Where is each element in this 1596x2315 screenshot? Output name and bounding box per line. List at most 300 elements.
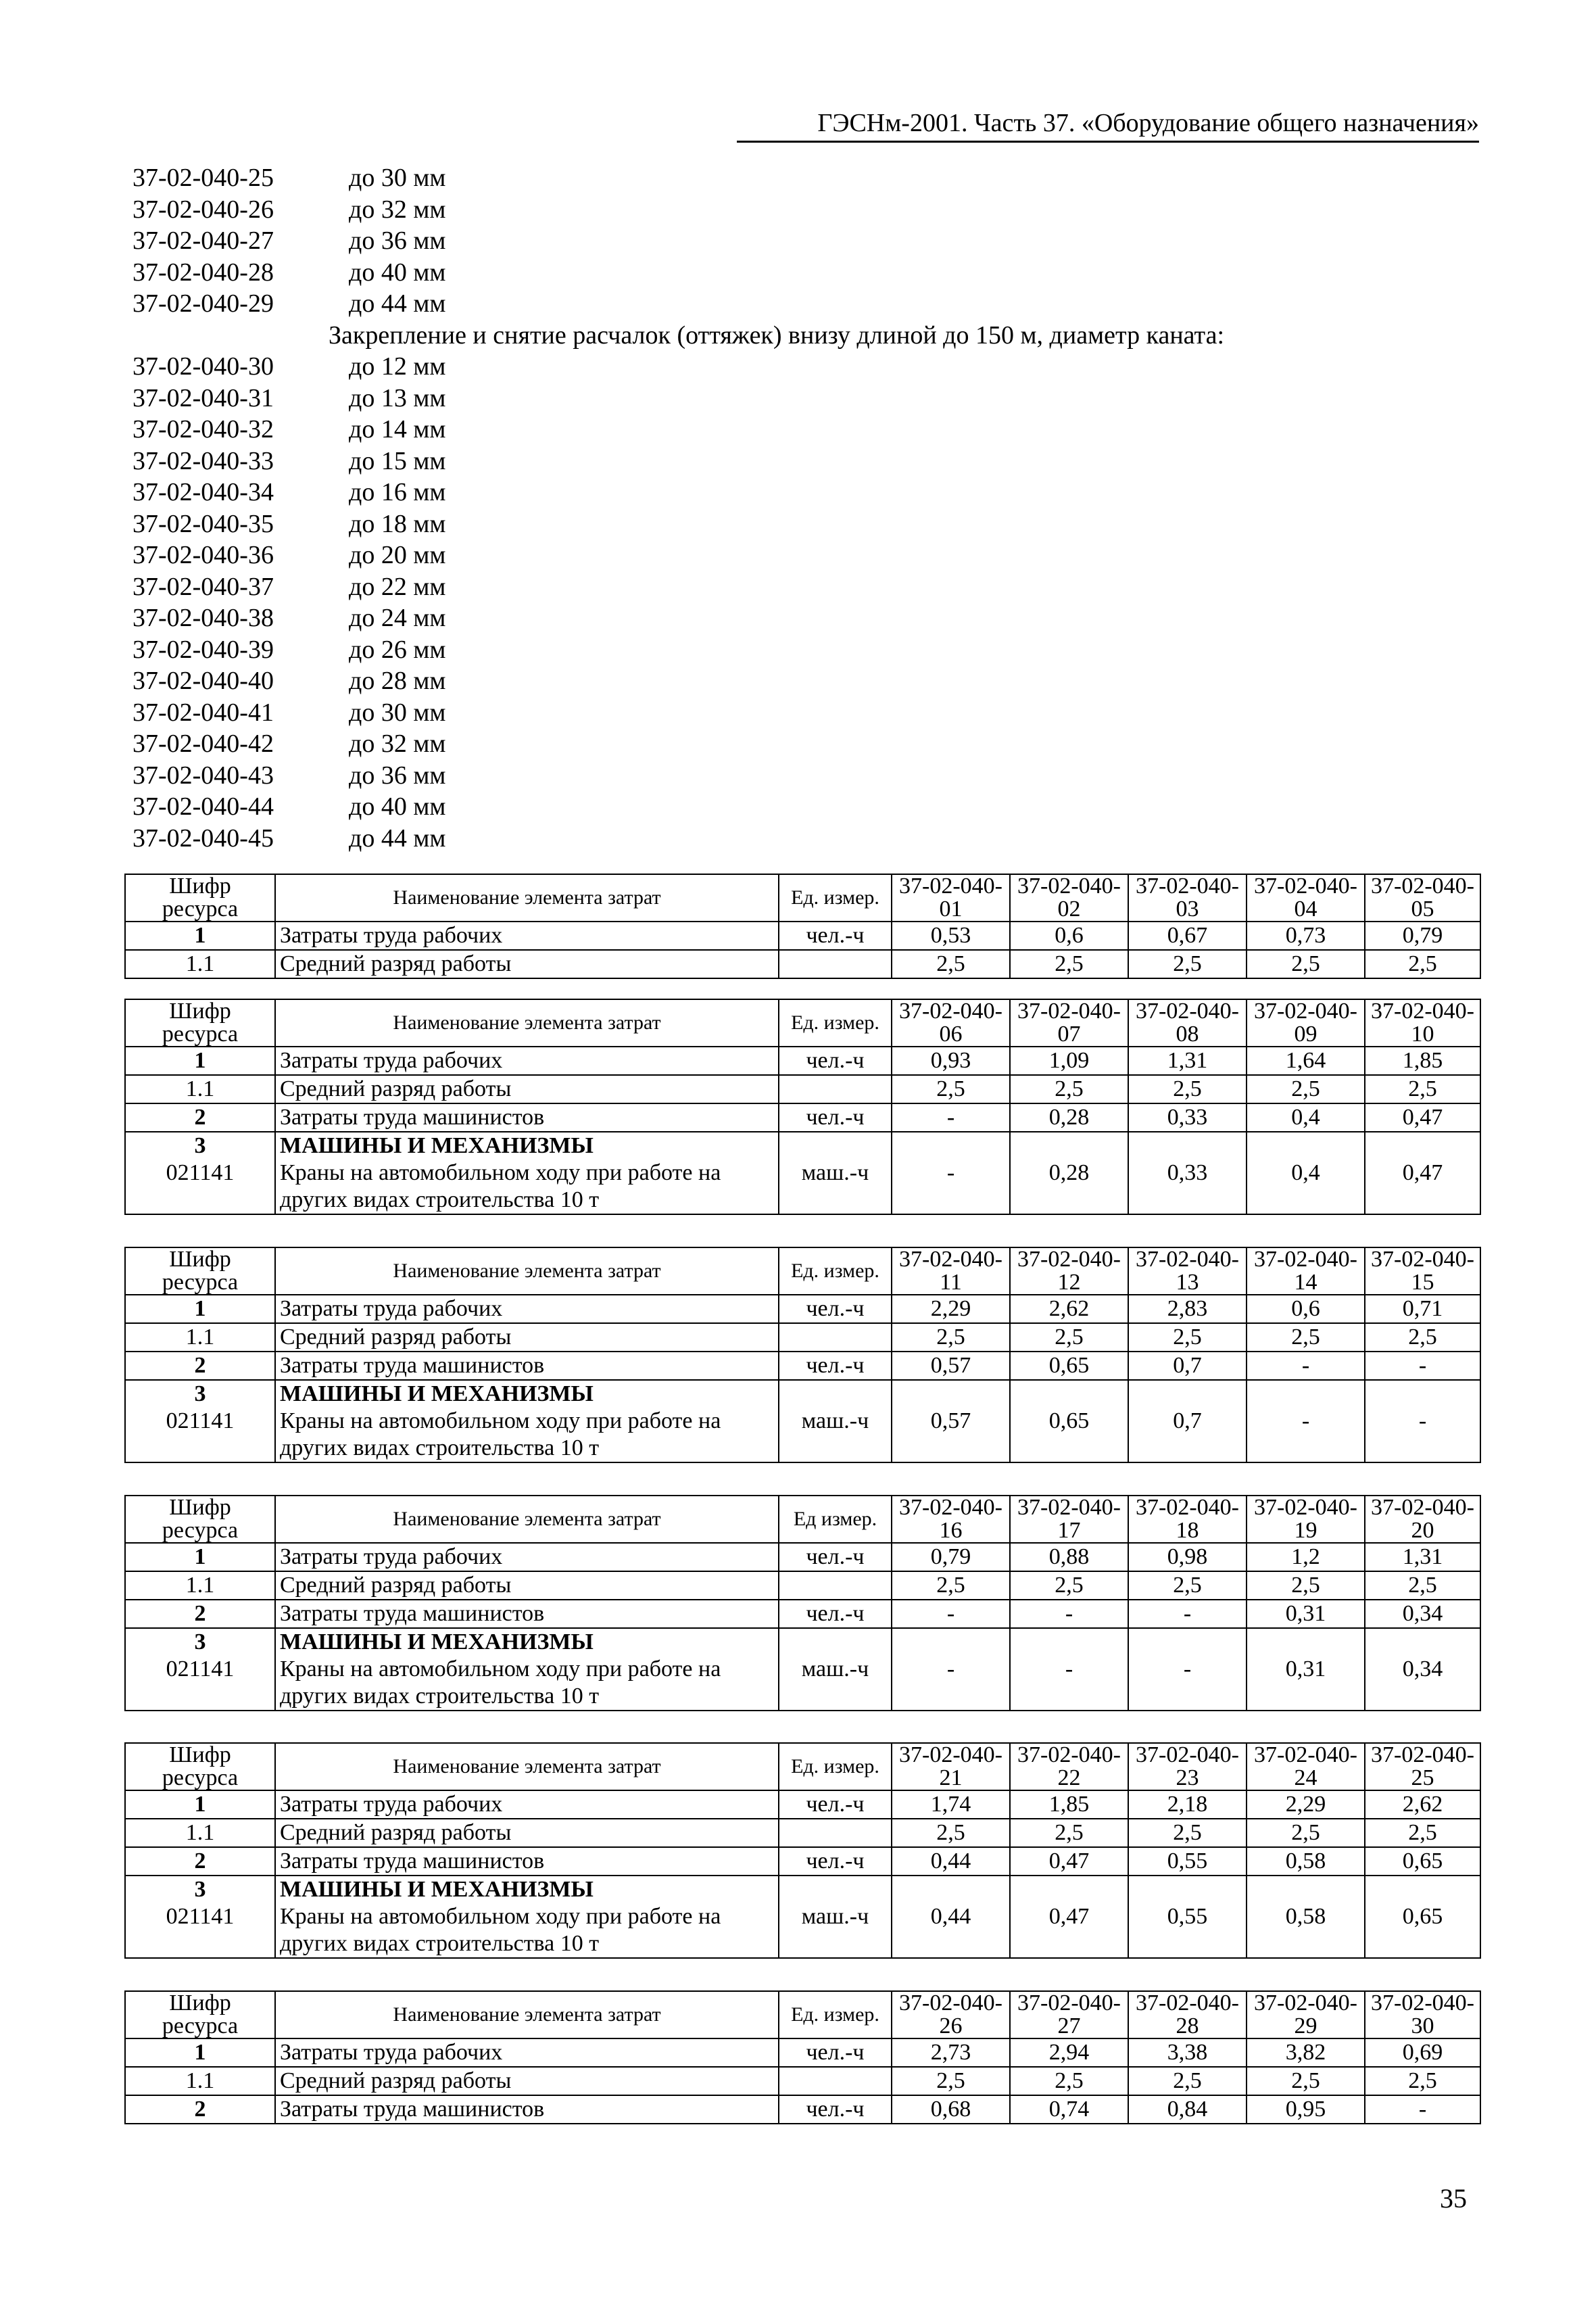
value-cell: 0,58 xyxy=(1247,1876,1365,1958)
value-cell: 2,5 xyxy=(1365,2067,1480,2095)
list-item xyxy=(132,414,1224,446)
unit-cell: чел.-ч xyxy=(779,1352,892,1380)
value-cell: 0,73 xyxy=(1247,922,1365,950)
list-item xyxy=(132,508,1224,540)
value-cell: 0,65 xyxy=(1365,1876,1480,1958)
list-item-code: 37-02-040-28 xyxy=(132,258,274,287)
value-cell: 0,4 xyxy=(1247,1103,1365,1132)
list-item-label: до 44 мм xyxy=(349,824,446,853)
value-cell: 2,5 xyxy=(892,1571,1010,1600)
value-cell: 0,55 xyxy=(1128,1847,1247,1876)
value-cell: - xyxy=(1010,1628,1128,1711)
value-cell: - xyxy=(1365,1352,1480,1380)
value-cell: 2,62 xyxy=(1010,1295,1128,1323)
header-rate-code: 37-02-040-28 xyxy=(1128,1991,1247,2038)
value-cell: 0,47 xyxy=(1010,1847,1128,1876)
value-cell: 2,5 xyxy=(1365,1075,1480,1103)
header-rate-code: 37-02-040-21 xyxy=(892,1743,1010,1790)
list-item-label: до 30 мм xyxy=(349,164,446,192)
value-cell: 0,65 xyxy=(1010,1380,1128,1462)
resource-table xyxy=(124,1495,1481,1711)
unit-cell xyxy=(779,1323,892,1352)
value-cell: 0,55 xyxy=(1128,1876,1247,1958)
value-cell: 2,5 xyxy=(1128,950,1247,978)
machine-code-cell: 021141 xyxy=(125,1408,275,1462)
cost-element-cell: Затраты труда рабочих xyxy=(275,922,779,950)
resource-code-cell: 1 xyxy=(125,922,275,950)
value-cell: 0,88 xyxy=(1010,1543,1128,1571)
cost-element-cell: Затраты труда машинистов xyxy=(275,1103,779,1132)
value-cell: 0,44 xyxy=(892,1876,1010,1958)
cost-element-cell: Затраты труда машинистов xyxy=(275,1352,779,1380)
header-rate-code: 37-02-040-10 xyxy=(1365,999,1480,1047)
resource-code-cell: 1.1 xyxy=(125,1323,275,1352)
value-cell: 0,47 xyxy=(1010,1876,1128,1958)
list-item xyxy=(132,194,1224,226)
header-rate-code: 37-02-040-20 xyxy=(1365,1496,1480,1543)
list-item-code: 37-02-040-30 xyxy=(132,352,274,381)
header-rate-code: 37-02-040-23 xyxy=(1128,1743,1247,1790)
value-cell: 0,74 xyxy=(1010,2095,1128,2124)
cost-element-cell: Затраты труда машинистов xyxy=(275,2095,779,2124)
value-cell: 0,65 xyxy=(1365,1847,1480,1876)
value-cell: 0,68 xyxy=(892,2095,1010,2124)
resource-table xyxy=(124,1990,1481,2124)
list-item xyxy=(132,791,1224,823)
machines-section-title: МАШИНЫ И МЕХАНИЗМЫ xyxy=(275,1380,779,1408)
list-item-label: до 44 мм xyxy=(349,289,446,318)
table-row xyxy=(125,1571,1480,1600)
value-cell: 2,83 xyxy=(1128,1295,1247,1323)
header-resource-code: Шифр ресурса xyxy=(125,999,275,1047)
value-cell: 0,33 xyxy=(1128,1132,1247,1214)
list-item xyxy=(132,446,1224,477)
list-item-code: 37-02-040-38 xyxy=(132,604,274,632)
value-cell: 3,82 xyxy=(1247,2038,1365,2067)
value-cell: 0,6 xyxy=(1247,1295,1365,1323)
header-rate-code: 37-02-040-07 xyxy=(1010,999,1128,1047)
value-cell: 2,5 xyxy=(1010,2067,1128,2095)
value-cell: 2,5 xyxy=(892,2067,1010,2095)
list-item xyxy=(132,225,1224,257)
table-row xyxy=(125,1847,1480,1876)
header-unit: Ед. измер. xyxy=(779,874,892,922)
cost-element-cell: Средний разряд работы xyxy=(275,1323,779,1352)
table-row xyxy=(125,922,1480,950)
table-header-row xyxy=(125,1496,1480,1543)
value-cell: 2,5 xyxy=(1365,1571,1480,1600)
header-rate-code: 37-02-040-27 xyxy=(1010,1991,1128,2038)
resource-code-cell: 1.1 xyxy=(125,1075,275,1103)
value-cell: 0,34 xyxy=(1365,1628,1480,1711)
value-cell: 0,47 xyxy=(1365,1103,1480,1132)
value-cell: - xyxy=(1128,1628,1247,1711)
value-cell: 0,93 xyxy=(892,1047,1010,1075)
unit-cell: маш.-ч xyxy=(779,1876,892,1958)
section-subheading: Закрепление и снятие расчалок (оттяжек) внизу длиной до 150 м, диаметр каната: xyxy=(329,320,1225,350)
value-cell: - xyxy=(892,1628,1010,1711)
list-item xyxy=(132,257,1224,289)
unit-cell: чел.-ч xyxy=(779,1295,892,1323)
value-cell: - xyxy=(1128,1600,1247,1628)
list-item-label: до 32 мм xyxy=(349,195,446,224)
header-rate-code: 37-02-040-18 xyxy=(1128,1496,1247,1543)
cost-element-cell: Затраты труда рабочих xyxy=(275,2038,779,2067)
resource-code-cell: 3 xyxy=(125,1380,275,1408)
unit-cell: чел.-ч xyxy=(779,1543,892,1571)
value-cell: 0,67 xyxy=(1128,922,1247,950)
cost-element-cell: Затраты труда машинистов xyxy=(275,1847,779,1876)
value-cell: 0,31 xyxy=(1247,1628,1365,1711)
list-item-code: 37-02-040-31 xyxy=(132,383,274,412)
table-header-row xyxy=(125,874,1480,922)
list-item-label: до 30 мм xyxy=(349,698,446,727)
header-rate-code: 37-02-040-13 xyxy=(1128,1247,1247,1295)
value-cell: 3,38 xyxy=(1128,2038,1247,2067)
value-cell: 2,5 xyxy=(892,1075,1010,1103)
list-item-code: 37-02-040-43 xyxy=(132,761,274,790)
unit-cell: маш.-ч xyxy=(779,1628,892,1711)
value-cell: 0,28 xyxy=(1010,1132,1128,1214)
header-rate-code: 37-02-040-02 xyxy=(1010,874,1128,922)
value-cell: - xyxy=(892,1600,1010,1628)
header-unit: Ед. измер. xyxy=(779,1743,892,1790)
table-row xyxy=(125,2067,1480,2095)
header-rate-code: 37-02-040-03 xyxy=(1128,874,1247,922)
value-cell: 0,57 xyxy=(892,1380,1010,1462)
value-cell: 2,5 xyxy=(1010,1075,1128,1103)
value-cell: 2,5 xyxy=(1247,1571,1365,1600)
resource-code-cell: 2 xyxy=(125,1600,275,1628)
value-cell: 0,33 xyxy=(1128,1103,1247,1132)
value-cell: 0,79 xyxy=(892,1543,1010,1571)
value-cell: 2,5 xyxy=(1247,950,1365,978)
list-item-label: до 24 мм xyxy=(349,604,446,632)
cost-element-cell: Средний разряд работы xyxy=(275,950,779,978)
value-cell: - xyxy=(1365,2095,1480,2124)
value-cell: 1,31 xyxy=(1365,1543,1480,1571)
resource-code-cell: 1.1 xyxy=(125,1819,275,1847)
list-item xyxy=(132,540,1224,571)
value-cell: 2,5 xyxy=(1247,2067,1365,2095)
header-unit: Ед. измер. xyxy=(779,1247,892,1295)
list-item-label: до 18 мм xyxy=(349,509,446,538)
value-cell: 2,5 xyxy=(1128,2067,1247,2095)
resource-code-cell: 1.1 xyxy=(125,1571,275,1600)
table-header-row xyxy=(125,1991,1480,2038)
cost-element-cell: Затраты труда рабочих xyxy=(275,1295,779,1323)
value-cell: 0,6 xyxy=(1010,922,1128,950)
cost-element-cell: Средний разряд работы xyxy=(275,1075,779,1103)
header-cost-element: Наименование элемента затрат xyxy=(275,1743,779,1790)
cost-element-cell: Средний разряд работы xyxy=(275,2067,779,2095)
unit-cell xyxy=(779,1571,892,1600)
value-cell: 0,65 xyxy=(1010,1352,1128,1380)
list-item-code: 37-02-040-44 xyxy=(132,792,274,821)
header-rate-code: 37-02-040-25 xyxy=(1365,1743,1480,1790)
list-item-label: до 36 мм xyxy=(349,761,446,790)
cost-element-cell: Затраты труда рабочих xyxy=(275,1543,779,1571)
table-row xyxy=(125,2095,1480,2124)
table-row xyxy=(125,1790,1480,1819)
list-item-code: 37-02-040-33 xyxy=(132,446,274,475)
value-cell: 0,84 xyxy=(1128,2095,1247,2124)
header-rate-code: 37-02-040-04 xyxy=(1247,874,1365,922)
list-item-code: 37-02-040-40 xyxy=(132,667,274,695)
list-item-label: до 15 мм xyxy=(349,446,446,475)
value-cell: 2,5 xyxy=(1247,1323,1365,1352)
list-item xyxy=(132,477,1224,508)
unit-cell: чел.-ч xyxy=(779,1847,892,1876)
list-item-label: до 16 мм xyxy=(349,478,446,506)
list-item-label: до 28 мм xyxy=(349,667,446,695)
value-cell: 0,34 xyxy=(1365,1600,1480,1628)
header-resource-code: Шифр ресурса xyxy=(125,1991,275,2038)
list-item-code: 37-02-040-34 xyxy=(132,478,274,506)
list-item-label: до 14 мм xyxy=(349,415,446,444)
list-item-label: до 12 мм xyxy=(349,352,446,381)
value-cell: 0,57 xyxy=(892,1352,1010,1380)
header-rate-code: 37-02-040-05 xyxy=(1365,874,1480,922)
table-row xyxy=(125,1047,1480,1075)
header-rate-code: 37-02-040-30 xyxy=(1365,1991,1480,2038)
cost-element-cell: Затраты труда рабочих xyxy=(275,1047,779,1075)
value-cell: 0,7 xyxy=(1128,1352,1247,1380)
value-cell: 2,5 xyxy=(1365,950,1480,978)
header-rate-code: 37-02-040-08 xyxy=(1128,999,1247,1047)
unit-cell: чел.-ч xyxy=(779,1047,892,1075)
unit-cell: чел.-ч xyxy=(779,922,892,950)
list-item xyxy=(132,602,1224,634)
value-cell: - xyxy=(1010,1600,1128,1628)
header-unit: Ед измер. xyxy=(779,1496,892,1543)
list-item-code: 37-02-040-35 xyxy=(132,509,274,538)
value-cell: 2,5 xyxy=(1365,1323,1480,1352)
value-cell: 1,09 xyxy=(1010,1047,1128,1075)
unit-cell xyxy=(779,1819,892,1847)
machine-name-cell: Краны на автомобильном ходу при работе на других видах строительства 10 т xyxy=(275,1656,779,1711)
header-rate-code: 37-02-040-19 xyxy=(1247,1496,1365,1543)
unit-cell xyxy=(779,950,892,978)
list-item-label: до 13 мм xyxy=(349,383,446,412)
list-item-label: до 22 мм xyxy=(349,572,446,601)
machines-section-title: МАШИНЫ И МЕХАНИЗМЫ xyxy=(275,1876,779,1903)
value-cell: 2,5 xyxy=(1128,1075,1247,1103)
list-item-code: 37-02-040-25 xyxy=(132,164,274,192)
header-unit: Ед. измер. xyxy=(779,1991,892,2038)
rate-code-list xyxy=(132,162,1224,854)
machines-section-row xyxy=(125,1628,1480,1656)
table-header-row xyxy=(125,1743,1480,1790)
value-cell: 2,29 xyxy=(1247,1790,1365,1819)
machine-code-cell: 021141 xyxy=(125,1656,275,1711)
value-cell: 2,5 xyxy=(1128,1571,1247,1600)
list-item-code: 37-02-040-27 xyxy=(132,226,274,255)
machines-section-row xyxy=(125,1380,1480,1408)
value-cell: 2,73 xyxy=(892,2038,1010,2067)
value-cell: - xyxy=(892,1132,1010,1214)
value-cell: 1,31 xyxy=(1128,1047,1247,1075)
value-cell: 0,28 xyxy=(1010,1103,1128,1132)
list-item xyxy=(132,288,1224,320)
value-cell: 2,5 xyxy=(1247,1819,1365,1847)
value-cell: - xyxy=(892,1103,1010,1132)
table-row xyxy=(125,1352,1480,1380)
list-item-label: до 32 мм xyxy=(349,730,446,758)
machines-section-title: МАШИНЫ И МЕХАНИЗМЫ xyxy=(275,1132,779,1160)
machine-name-cell: Краны на автомобильном ходу при работе на других видах строительства 10 т xyxy=(275,1408,779,1462)
header-rate-code: 37-02-040-06 xyxy=(892,999,1010,1047)
header-rate-code: 37-02-040-01 xyxy=(892,874,1010,922)
unit-cell xyxy=(779,2067,892,2095)
header-resource-code: Шифр ресурса xyxy=(125,1743,275,1790)
value-cell: 2,5 xyxy=(1010,1323,1128,1352)
list-item xyxy=(132,760,1224,792)
list-item-label: до 40 мм xyxy=(349,258,446,287)
value-cell: 2,5 xyxy=(892,950,1010,978)
machines-section-title: МАШИНЫ И МЕХАНИЗМЫ xyxy=(275,1628,779,1656)
value-cell: 0,31 xyxy=(1247,1600,1365,1628)
value-cell: - xyxy=(1247,1352,1365,1380)
resource-code-cell: 2 xyxy=(125,1352,275,1380)
table-row xyxy=(125,1075,1480,1103)
list-item-label: до 20 мм xyxy=(349,541,446,569)
value-cell: 0,47 xyxy=(1365,1132,1480,1214)
list-item xyxy=(132,351,1224,383)
table-row xyxy=(125,1103,1480,1132)
resource-code-cell: 3 xyxy=(125,1132,275,1160)
list-item xyxy=(132,697,1224,729)
resource-code-cell: 1.1 xyxy=(125,950,275,978)
value-cell: 2,5 xyxy=(892,1819,1010,1847)
resource-code-cell: 1 xyxy=(125,2038,275,2067)
value-cell: 0,58 xyxy=(1247,1847,1365,1876)
resource-code-cell: 1.1 xyxy=(125,2067,275,2095)
table-header-row xyxy=(125,999,1480,1047)
value-cell: 0,98 xyxy=(1128,1543,1247,1571)
list-item-code: 37-02-040-37 xyxy=(132,572,274,601)
unit-cell: маш.-ч xyxy=(779,1132,892,1214)
value-cell: 2,5 xyxy=(1010,1819,1128,1847)
value-cell: 2,5 xyxy=(1010,950,1128,978)
machine-name-cell: Краны на автомобильном ходу при работе на других видах строительства 10 т xyxy=(275,1903,779,1958)
cost-element-cell: Средний разряд работы xyxy=(275,1819,779,1847)
list-item-code: 37-02-040-26 xyxy=(132,195,274,224)
value-cell: 1,85 xyxy=(1010,1790,1128,1819)
header-rate-code: 37-02-040-16 xyxy=(892,1496,1010,1543)
header-resource-code: Шифр ресурса xyxy=(125,874,275,922)
table-row xyxy=(125,1819,1480,1847)
value-cell: - xyxy=(1247,1380,1365,1462)
resource-code-cell: 1 xyxy=(125,1047,275,1075)
header-rate-code: 37-02-040-22 xyxy=(1010,1743,1128,1790)
resource-code-cell: 2 xyxy=(125,1847,275,1876)
header-rate-code: 37-02-040-12 xyxy=(1010,1247,1128,1295)
machine-name-cell: Краны на автомобильном ходу при работе на других видах строительства 10 т xyxy=(275,1160,779,1214)
header-cost-element: Наименование элемента затрат xyxy=(275,999,779,1047)
machines-section-row xyxy=(125,1876,1480,1903)
resource-table xyxy=(124,1247,1481,1463)
header-cost-element: Наименование элемента затрат xyxy=(275,1247,779,1295)
value-cell: - xyxy=(1365,1380,1480,1462)
header-cost-element: Наименование элемента затрат xyxy=(275,874,779,922)
header-resource-code: Шифр ресурса xyxy=(125,1496,275,1543)
list-item-code: 37-02-040-41 xyxy=(132,698,274,727)
table-row xyxy=(125,1543,1480,1571)
page-number: 35 xyxy=(1440,2183,1467,2214)
list-item xyxy=(132,571,1224,603)
value-cell: 2,5 xyxy=(892,1323,1010,1352)
cost-element-cell: Затраты труда рабочих xyxy=(275,1790,779,1819)
unit-cell: чел.-ч xyxy=(779,1600,892,1628)
list-item-label: до 36 мм xyxy=(349,226,446,255)
value-cell: 1,85 xyxy=(1365,1047,1480,1075)
resource-code-cell: 1 xyxy=(125,1790,275,1819)
table-row xyxy=(125,950,1480,978)
unit-cell: маш.-ч xyxy=(779,1380,892,1462)
machine-code-cell: 021141 xyxy=(125,1160,275,1214)
table-row xyxy=(125,1600,1480,1628)
table-row xyxy=(125,1323,1480,1352)
value-cell: 2,29 xyxy=(892,1295,1010,1323)
value-cell: 2,5 xyxy=(1128,1819,1247,1847)
header-rate-code: 37-02-040-17 xyxy=(1010,1496,1128,1543)
value-cell: 2,5 xyxy=(1010,1571,1128,1600)
resource-table xyxy=(124,1742,1481,1959)
header-rate-code: 37-02-040-29 xyxy=(1247,1991,1365,2038)
list-item xyxy=(132,634,1224,666)
value-cell: 0,44 xyxy=(892,1847,1010,1876)
list-item xyxy=(132,823,1224,855)
list-item-code: 37-02-040-45 xyxy=(132,824,274,853)
list-item-code: 37-02-040-29 xyxy=(132,289,274,318)
list-item xyxy=(132,162,1224,194)
cost-element-cell: Затраты труда машинистов xyxy=(275,1600,779,1628)
value-cell: 1,2 xyxy=(1247,1543,1365,1571)
resource-code-cell: 3 xyxy=(125,1876,275,1903)
list-item-label: до 40 мм xyxy=(349,792,446,821)
unit-cell: чел.-ч xyxy=(779,1790,892,1819)
value-cell: 2,5 xyxy=(1247,1075,1365,1103)
header-rate-code: 37-02-040-11 xyxy=(892,1247,1010,1295)
value-cell: 1,64 xyxy=(1247,1047,1365,1075)
list-item xyxy=(132,728,1224,760)
resource-code-cell: 1 xyxy=(125,1543,275,1571)
unit-cell xyxy=(779,1075,892,1103)
header-unit: Ед. измер. xyxy=(779,999,892,1047)
header-cost-element: Наименование элемента затрат xyxy=(275,1991,779,2038)
list-item-code: 37-02-040-36 xyxy=(132,541,274,569)
value-cell: 2,5 xyxy=(1365,1819,1480,1847)
list-item-label: до 26 мм xyxy=(349,635,446,664)
list-item-code: 37-02-040-42 xyxy=(132,730,274,758)
header-resource-code: Шифр ресурса xyxy=(125,1247,275,1295)
value-cell: 2,94 xyxy=(1010,2038,1128,2067)
value-cell: 1,74 xyxy=(892,1790,1010,1819)
header-rate-code: 37-02-040-26 xyxy=(892,1991,1010,2038)
unit-cell: чел.-ч xyxy=(779,2095,892,2124)
resource-table xyxy=(124,874,1481,979)
table-row xyxy=(125,1295,1480,1323)
resource-code-cell: 3 xyxy=(125,1628,275,1656)
cost-element-cell: Средний разряд работы xyxy=(275,1571,779,1600)
header-rate-code: 37-02-040-14 xyxy=(1247,1247,1365,1295)
value-cell: 0,53 xyxy=(892,922,1010,950)
header-cost-element: Наименование элемента затрат xyxy=(275,1496,779,1543)
list-item-code: 37-02-040-32 xyxy=(132,415,274,444)
value-cell: 0,79 xyxy=(1365,922,1480,950)
value-cell: 0,4 xyxy=(1247,1132,1365,1214)
